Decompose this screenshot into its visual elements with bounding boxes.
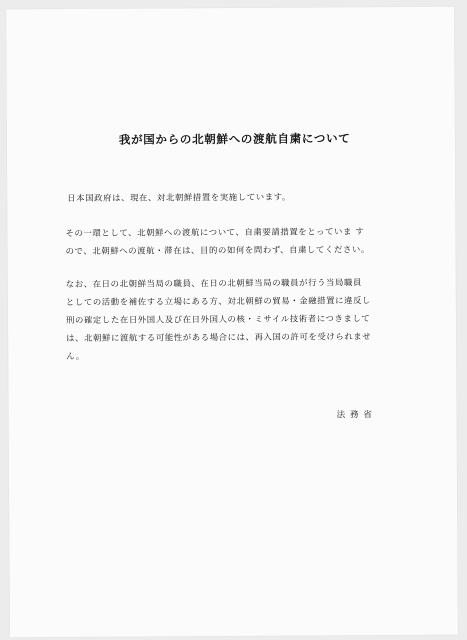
paragraph-2-line-2: ので、北朝鮮への渡航・滞在は、目的の如何を問わず、自粛してください。: [65, 244, 370, 257]
paragraph-1-line-1: 日本国政府は、現在、対北朝鮮措置を実施しています。: [67, 191, 291, 204]
issuer-signature: 法務省: [336, 410, 377, 421]
paragraph-2-line-1: その一環として、北朝鮮への渡航について、自粛要請措置をとっていま す: [65, 226, 365, 239]
paragraph-3-line-1: なお、在日の北朝鮮当局の職員、在日の北朝鮮当局の職員が行う当局職員: [65, 277, 362, 290]
paragraph-3-line-3: 刑の確定した在日外国人及び在日外国人の核・ミサイル技術者につきまして: [65, 313, 371, 326]
document-sheet: [6, 7, 458, 638]
paragraph-2: [65, 222, 370, 260]
paragraph-3-line-4: は、北朝鮮に渡航する可能性がある場合には、再入国の許可を受けられませ: [66, 331, 372, 344]
paragraph-3-line-2: としての活動を補佐する立場にある方、対北朝鮮の貿易・金融措置に違反し: [65, 295, 372, 308]
document-title: 我が国からの北朝鮮への渡航自粛について: [118, 131, 351, 147]
paragraph-3: [66, 273, 372, 365]
paragraph-1: [67, 188, 291, 207]
paragraph-3-line-5: ん。: [66, 350, 85, 362]
